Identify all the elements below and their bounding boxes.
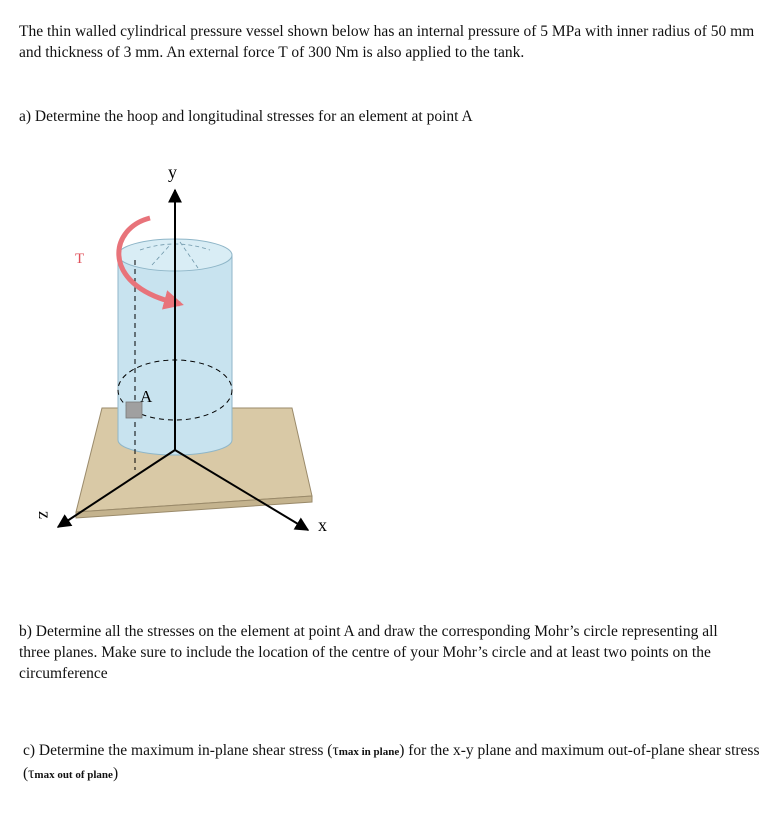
part-c-text-3: ) — [112, 765, 119, 782]
tau-subscript-out-of-plane: max out of plane — [34, 769, 113, 781]
y-axis-label: y — [168, 162, 177, 182]
x-axis-label: x — [318, 515, 327, 535]
point-a-label: A — [140, 387, 153, 406]
part-a-question: a) Determine the hoop and longitudinal stresses for an element at point A — [19, 108, 473, 125]
tau-symbol-in-plane: τ — [332, 742, 339, 759]
part-c-text-2: ) for the x-y plane and maximum out-of-plane shear stress ( — [23, 742, 760, 782]
tau-symbol-out-of-plane: τ — [28, 765, 35, 782]
z-axis-label: z — [35, 511, 55, 519]
part-c-text-1: c) Determine the maximum in-plane shear stress ( — [23, 742, 333, 759]
part-b-question: b) Determine all the stresses on the element at point A and draw the corresponding Mohr’s circle representing all three planes. Make sure to include the location of the centre of your Mohr’s circle and at least two points on the circumference — [19, 623, 718, 682]
problem-intro: The thin walled cylindrical pressure vessel shown below has an internal pressure of 5 MPa with inner radius of 50 mm and thickness of 3 mm. An external force T of 300 Nm is also applied to the tank. — [19, 23, 755, 61]
torque-label: T — [75, 251, 85, 267]
tau-subscript-in-plane: max in plane — [338, 746, 400, 758]
pressure-vessel-figure — [35, 150, 360, 560]
part-c-question — [23, 740, 765, 786]
